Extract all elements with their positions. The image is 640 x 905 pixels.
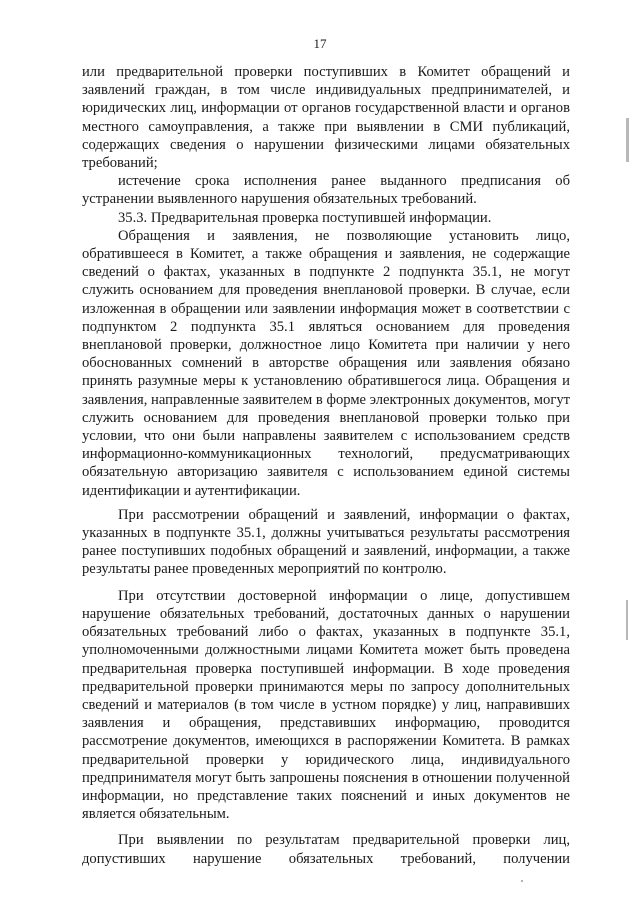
scan-speck	[521, 880, 523, 882]
section-heading-35-3: 35.3. Предварительная проверка поступившей информации.	[118, 209, 492, 226]
paragraph-preliminary-check: При отсутствии достоверной информации о лице, допустившем нарушение обязательных требований, достаточных данных о нарушении обязательных требований либо о фактах, указанных в подпункте 35.1, уполномоченными должностными лицами Комитета может быть проведена предварительная проверка поступившей информации. В ходе проведения предварительной проверки принимаются меры по запросу дополнительных сведений и материалов (в том числе в устном порядке) у лиц, направивших заявления и обращения, представивших информацию, проводится рассмотрение документов, имеющихся в распоряжении Комитета. В рамках предварительной проверки у юридического лица, индивидуального предпринимателя могут быть запрошены пояснения в отношении полученной информации, но представление таких пояснений и иных документов не является обязательным.	[82, 587, 570, 823]
paragraph-continuation: или предварительной проверки поступивших в Комитет обращений и заявлений граждан, в том числе индивидуальных предпринимателей, и юридических лиц, информации от органов государственной власти и органов местного самоуправления, а также при выявлении в СМИ публикаций, содержащих сведения о нарушении физическими лицами обязательных требований;	[82, 64, 570, 172]
paragraph-considering-appeals: При рассмотрении обращений и заявлений, информации о фактах, указанных в подпункте 35.1, должны учитываться результаты рассмотрения ранее поступивших подобных обращений и заявлений, информации, а также результаты ранее проведенных мероприятий по контролю.	[82, 506, 570, 578]
paragraph-identification-results: При выявлении по результатам предварительной проверки лиц, допустивших нарушение обязательных требований, получении	[82, 832, 570, 867]
document-body	[82, 63, 570, 868]
scan-edge-mark	[626, 600, 628, 640]
scan-edge-mark	[626, 118, 629, 162]
paragraph-deadline-expiry: истечение срока исполнения ранее выданного предписания об устранении выявленного нарушения обязательных требований.	[82, 173, 570, 208]
page-number: 17	[313, 36, 327, 51]
paragraph-anonymous-appeals: Обращения и заявления, не позволяющие установить лицо, обратившееся в Комитет, а также обращения и заявления, не содержащие сведений о фактах, указанных в подпункте 2 подпункта 35.1, не могут служить основанием для проведения внеплановой проверки. В случае, если изложенная в обращении или заявлении информация может в соответствии с подпунктом 2 подпункта 35.1 являться основанием для проведения внеплановой проверки, должностное лицо Комитета при наличии у него обоснованных сомнений в авторстве обращения или заявления обязано принять разумные меры к установлению обратившегося лица. Обращения и заявления, направленные заявителем в форме электронных документов, могут служить основанием для проведения внеплановой проверки только при условии, что они были направлены заявителем с использованием средств информационно-коммуникационных технологий, предусматривающих обязательную авторизацию заявителя с использованием единой системы идентификации и аутентификации.	[82, 227, 570, 499]
